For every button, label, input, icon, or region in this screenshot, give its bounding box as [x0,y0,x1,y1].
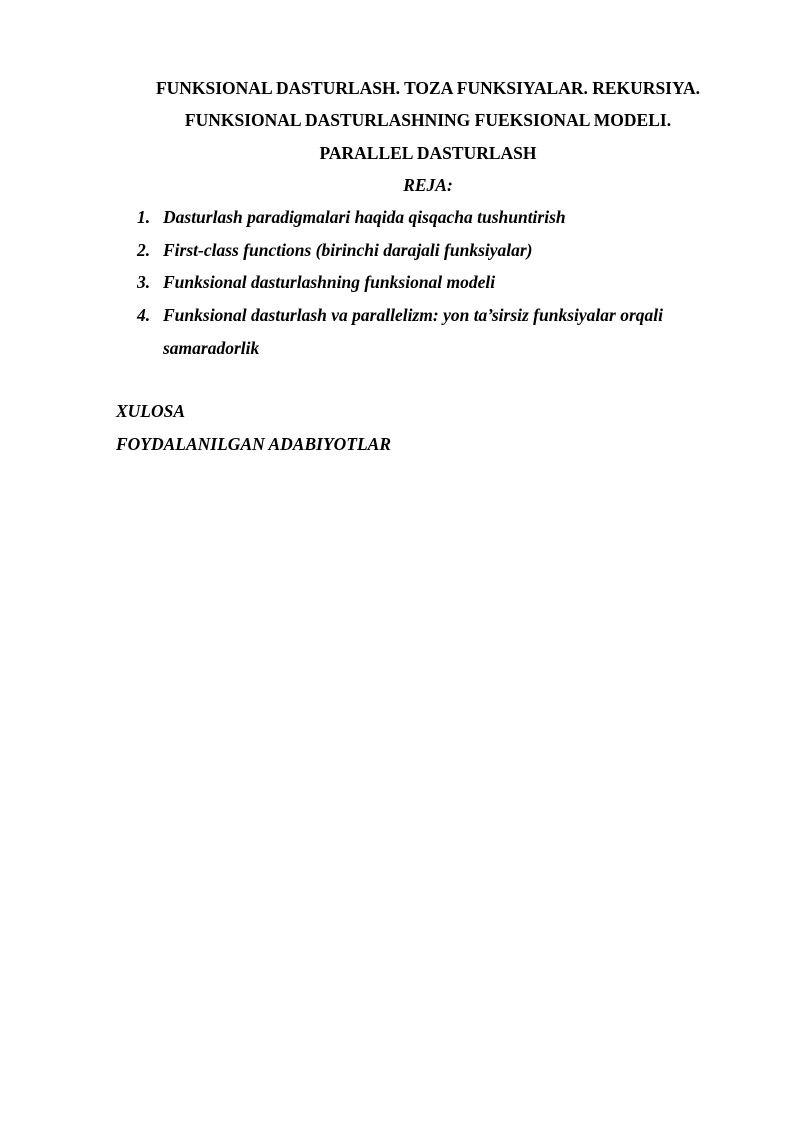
plan-item-text: Dasturlash paradigmalari haqida qisqacha tushuntirish [163,207,566,227]
plan-item-text: First-class functions (birinchi darajali funksiyalar) [163,240,533,260]
plan-item-4 [137,305,663,325]
title-line-2: FUNKSIONAL DASTURLASHNING FUEKSIONAL MODELI. [184,110,672,130]
plan-item-number: 4. [137,305,151,325]
plan-item-4-continuation: samaradorlik [163,338,260,358]
plan-heading: REJA: [403,175,453,195]
title-line-1: FUNKSIONAL DASTURLASH. TOZA FUNKSIYALAR. REKURSIYA. [155,78,701,98]
title-line-3: PARALLEL DASTURLASH [319,143,537,163]
plan-item-text: Funksional dasturlash va parallelizm: yon ta’sirsiz funksiyalar orqali [163,305,663,325]
plan-item-number: 2. [137,240,151,260]
plan-item-2 [137,240,533,260]
plan-item-1 [137,207,566,227]
plan-item-3 [137,272,495,292]
plan-item-number: 3. [137,272,151,292]
section-conclusion: XULOSA [116,401,186,421]
plan-item-number: 1. [137,207,151,227]
plan-item-text: Funksional dasturlashning funksional modeli [163,272,496,292]
section-references: FOYDALANILGAN ADABIYOTLAR [116,434,392,454]
